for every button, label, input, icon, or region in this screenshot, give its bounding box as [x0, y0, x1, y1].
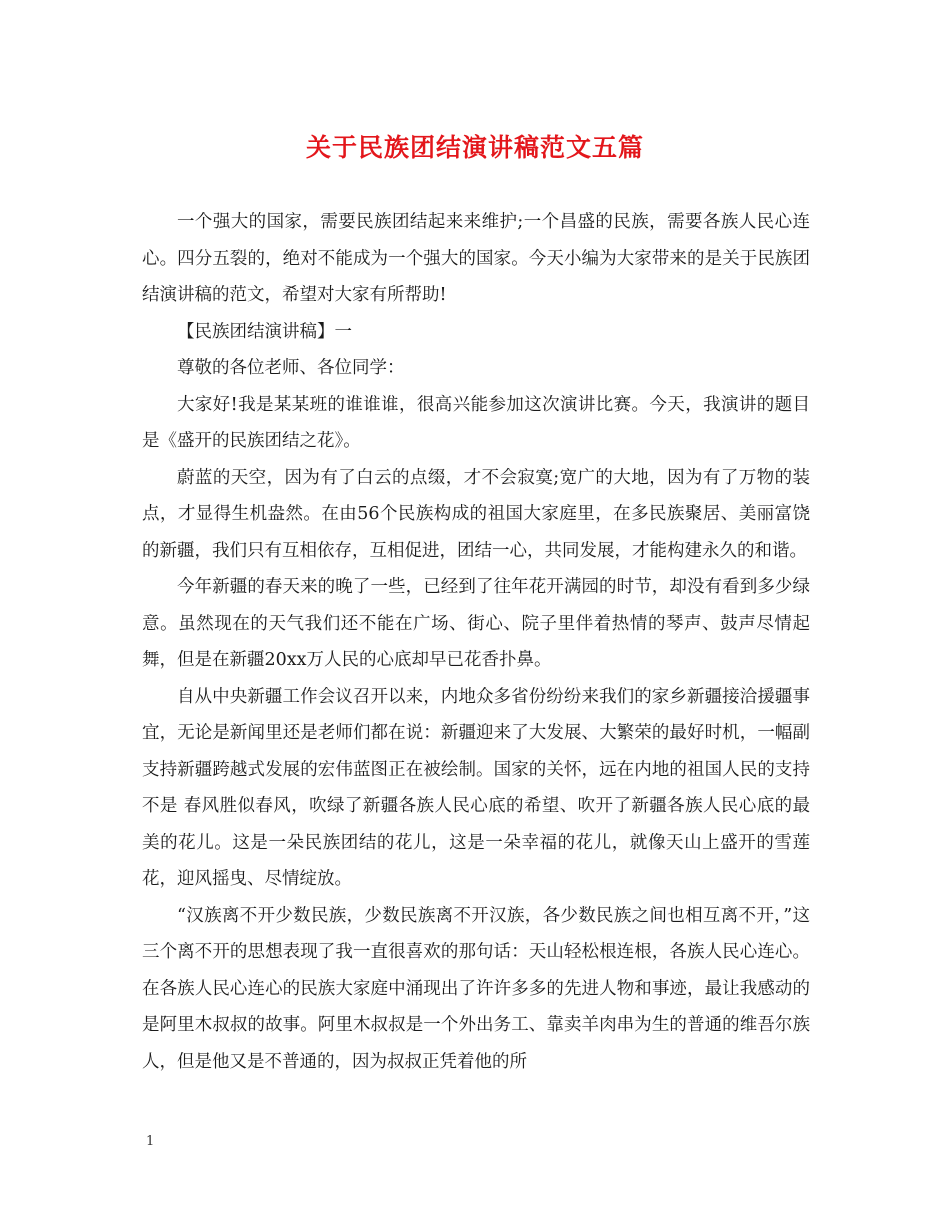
page-number: 1	[146, 1134, 155, 1149]
paragraph-three-inseparable: “汉族离不开少数民族，少数民族离不开汉族，各少数民族之间也相互离不开，”这三个离不开的思想表现了我一直很喜欢的那句话：天山轻松根连根，各族人民心连心。在各族人民心连心的民族大家庭中涌现出了许许多多的先进人物和事迹，最让我感动的是阿里木叔叔的故事。阿里木叔叔是一个外出务工、靠卖羊肉串为生的普通的维吾尔族人，但是他又是不普通的，因为叔叔正凭着他的所	[142, 905, 810, 1072]
document-body	[142, 204, 810, 1080]
paragraph-salutation: 尊敬的各位老师、各位同学：	[177, 358, 405, 378]
document-title: 关于民族团结演讲稿范文五篇	[305, 133, 644, 162]
paragraph-sky: 蔚蓝的天空，因为有了白云的点缀，才不会寂寞;宽广的大地，因为有了万物的装点，才显得生机盎然。在由56个民族构成的祖国大家庭里，在多民族聚居、美丽富饶的新疆，我们只有互相依存，互相促进，团结一心，共同发展，才能构建永久的和谐。	[142, 467, 810, 561]
paragraph-intro: 一个强大的国家，需要民族团结起来来维护;一个昌盛的民族，需要各族人民心连心。四分五裂的，绝对不能成为一个强大的国家。今天小编为大家带来的是关于民族团结演讲稿的范文，希望对大家有所帮助!	[142, 212, 810, 305]
paragraph-section-heading: 【民族团结演讲稿】一	[177, 321, 352, 342]
paragraph-greeting: 大家好!我是某某班的谁谁谁，很高兴能参加这次演讲比赛。今天，我演讲的题目是《盛开的民族团结之花》。	[142, 394, 810, 451]
paragraph-spring: 今年新疆的春天来的晚了一些，已经到了往年花开满园的时节，却没有看到多少绿意。虽然现在的天气我们还不能在广场、街心、院子里伴着热情的琴声、鼓声尽情起舞，但是在新疆20xx万人民的心底却早已花香扑鼻。	[142, 577, 810, 670]
paragraph-central-meeting: 自从中央新疆工作会议召开以来，内地众多省份纷纷来我们的家乡新疆接洽援疆事宜，无论是新闻里还是老师们都在说：新疆迎来了大发展、大繁荣的最好时机，一幅副支持新疆跨越式发展的宏伟蓝图正在被绘制。国家的关怀，远在内地的祖国人民的支持不是 春风胜似春风，吹绿了新疆各族人民心底的希望、吹开了新疆各族人民心底的最美的花儿。这是一朵民族团结的花儿，这是一朵幸福的花儿，就像天山上盛开的雪莲花，迎风摇曳、尽情绽放。	[142, 686, 810, 889]
